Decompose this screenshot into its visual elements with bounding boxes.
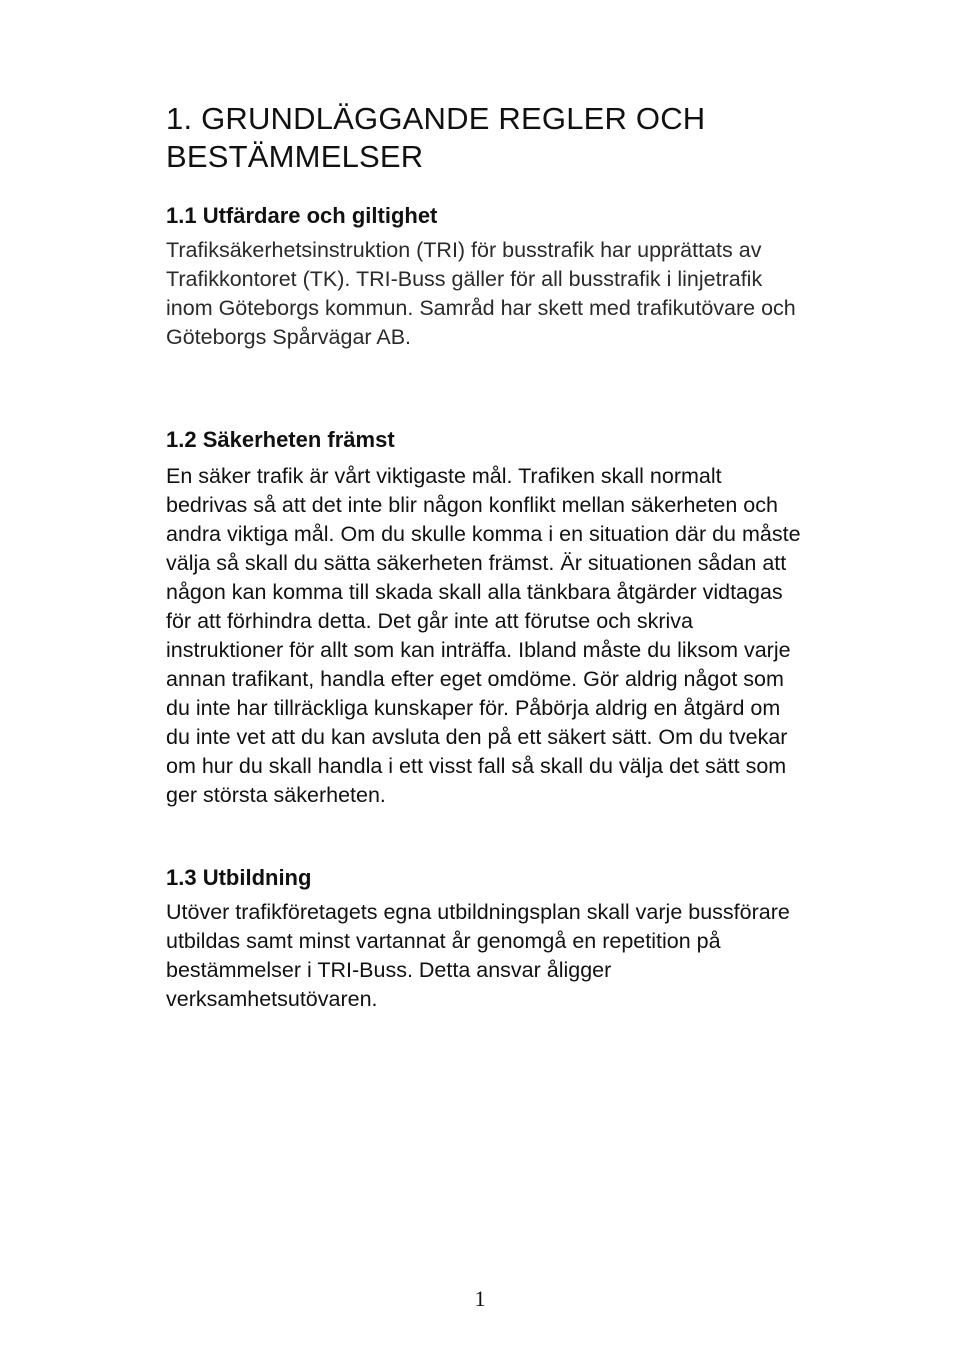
section-heading-1-1: 1.1 Utfärdare och giltighet: [166, 203, 438, 228]
section-body-1-2: En säker trafik är vårt viktigaste mål. Trafiken skall normalt bedrivas så att det inte blir någon konflikt mellan säkerheten och andra viktiga mål. Om du skulle komma i en situation där du måste välja så skall du sätta säkerheten främst. Är situationen sådan att någon kan komma till skada skall alla tänkbara åtgärder vidtagas för att förhindra detta. Det går inte att förutse och skriva instruktioner för allt som kan inträffa. Ibland måste du liksom varje annan trafikant, handla efter eget omdöme. Gör aldrig något som du inte har tillräckliga kunskaper för. Påbörja aldrig en åtgärd om du inte vet att du kan avsluta den på ett säkert sätt. Om du tvekar om hur du skall handla i ett visst fall så skall du välja det sätt som ger största säkerheten.: [166, 464, 801, 807]
section-body-1-1: Trafiksäkerhetsinstruktion (TRI) för busstrafik har upprättats av Trafikkontoret (TK). TRI-Buss gäller för all busstrafik i linjetrafik inom Göteborgs kommun. Samråd har skett med trafikutövare och Göteborgs Spårvägar AB.: [166, 238, 796, 349]
section-heading-1-2: 1.2 Säkerheten främst: [166, 427, 395, 452]
chapter-title-line-1: 1. GRUNDLÄGGANDE REGLER OCH: [166, 101, 706, 136]
page-number: 1: [474, 1286, 486, 1311]
chapter-title: [166, 100, 806, 176]
chapter-title-line-2: BESTÄMMELSER: [166, 139, 424, 174]
section-heading-1-3: 1.3 Utbildning: [166, 865, 312, 890]
section-body-1-3: Utöver trafikföretagets egna utbildningsplan skall varje bussförare utbildas samt minst vartannat år genomgå en repetition på bestämmelser i TRI-Buss. Detta ansvar åligger verksamhetsutövaren.: [166, 900, 790, 1011]
page-content: [166, 100, 806, 1014]
